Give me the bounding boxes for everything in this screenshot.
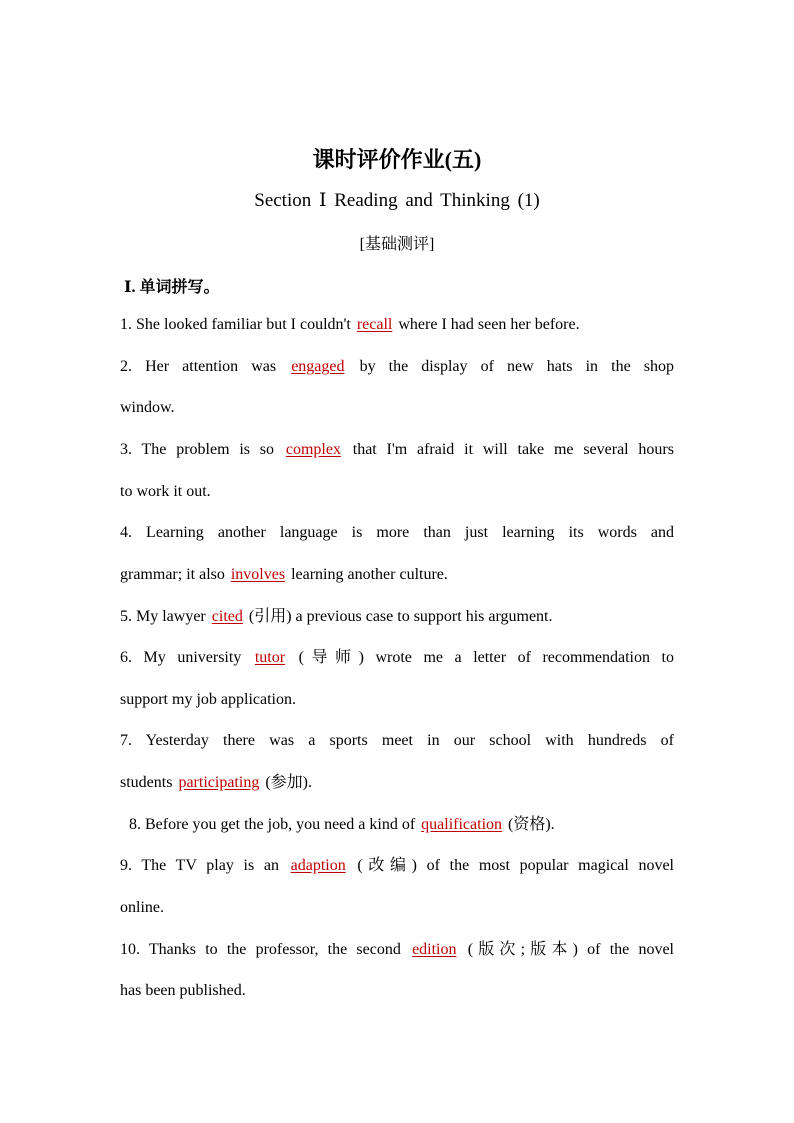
exercise-item-5: 5. My lawyer cited (引用) a previous case to support his argument. <box>120 608 553 625</box>
exercise-item-3-cont: to work it out. <box>120 483 211 500</box>
section-tag: [基础测评] <box>359 236 435 253</box>
answer: participating <box>178 774 260 791</box>
page-title: 课时评价作业(五) <box>312 147 482 172</box>
exercise-item-6: 6. My university tutor (导师) wrote me a letter of recommendation to <box>120 649 674 666</box>
exercise-item-4: 4. Learning another language is more than just learning its words and <box>120 524 674 541</box>
answer: involves <box>230 566 286 583</box>
answer: complex <box>285 441 341 458</box>
answer: engaged <box>291 358 345 375</box>
answer: cited <box>211 608 243 625</box>
exercise-item-9: 9. The TV play is an adaption (改编) of the most popular magical novel <box>120 857 674 874</box>
exercise-item-2-cont: window. <box>120 399 175 416</box>
exercise-item-6-cont: support my job application. <box>120 691 296 708</box>
exercise-item-8: 8. Before you get the job, you need a kind of qualification (资格). <box>129 816 555 833</box>
answer: tutor <box>254 649 286 666</box>
answer: qualification <box>421 816 503 833</box>
exercise-item-7: 7. Yesterday there was a sports meet in our school with hundreds of <box>120 732 674 749</box>
exercise-item-10: 10. Thanks to the professor, the second edition (版次;版本) of the novel <box>120 941 674 958</box>
answer: recall <box>356 316 393 333</box>
exercise-item-1: 1. She looked familiar but I couldn't recall where I had seen her before. <box>120 316 580 333</box>
exercise-item-3: 3. The problem is so complex that I'm afraid it will take me several hours <box>120 441 674 458</box>
answer: adaption <box>290 857 346 874</box>
answer: edition <box>412 941 457 958</box>
exercise-item-9-cont: online. <box>120 899 164 916</box>
exercise-item-2: 2. Her attention was engaged by the display of new hats in the shop <box>120 358 674 375</box>
exercise-item-10-cont: has been published. <box>120 982 246 999</box>
exercise-item-7-cont: students participating (参加). <box>120 774 312 791</box>
exercise-item-4-cont: grammar; it also involves learning another culture. <box>120 566 448 583</box>
part-heading: Ⅰ. 单词拼写。 <box>124 279 220 296</box>
section-subtitle: Section Ⅰ Reading and Thinking (1) <box>254 190 540 211</box>
